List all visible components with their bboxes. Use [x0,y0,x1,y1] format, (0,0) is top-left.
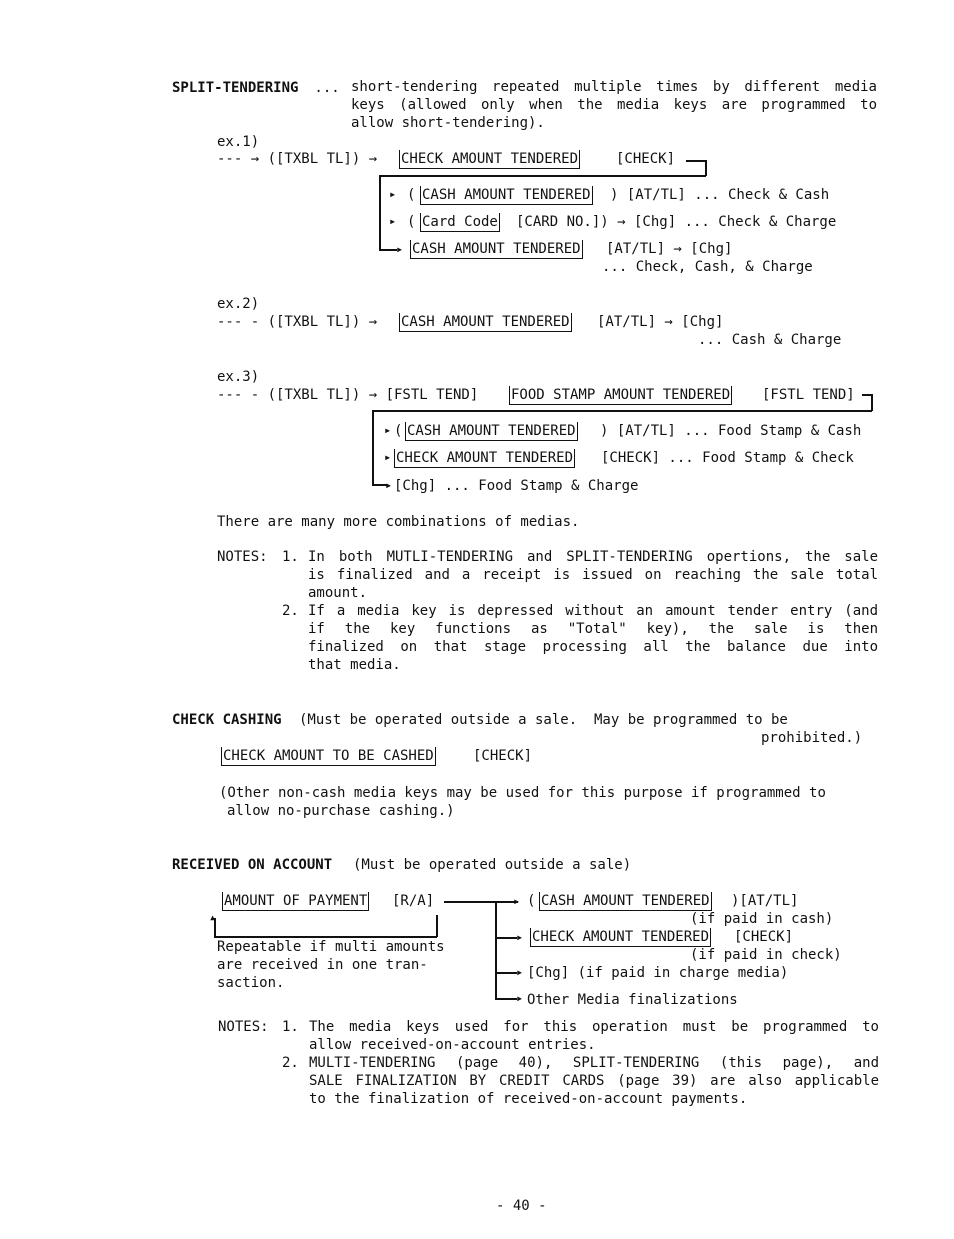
arrow-right-icon: ▸ [385,478,393,492]
ex3-branch-top [372,410,872,412]
roa-ra-key: [R/A] [392,893,435,909]
roa-branch-top [444,901,518,903]
ex1-b2-box: Card Code [422,214,498,230]
arrow-right-icon: ▸ [516,991,524,1005]
split-note2-num: 2. [282,603,299,619]
split-dots: ... [306,80,340,96]
ex3-b2-post: [CHECK] ... Food Stamp & Check [601,450,854,466]
ex3-label: ex.3) [217,369,260,385]
check-cashing-note1: (Other non-cash media keys may be used for this purpose if programmed to [219,785,826,801]
arrow-up-icon: ▴ [209,910,217,924]
roa-repeat-line3: saction. [217,975,285,991]
roa-b2-note: (if paid in check) [690,947,842,963]
roa-branch-spine [495,901,497,999]
split-def-line2: keys (allowed only when the media keys are programmed to [351,97,877,113]
split-def-line1: short-tendering repeated multiple times by different media [351,79,877,95]
split-notes-label: NOTES: [217,549,268,565]
roa-b1-note: (if paid in cash) [690,911,834,927]
check-cashing-desc2: prohibited.) [761,730,863,746]
split-note1-line1: In both MUTLI-TENDERING and SPLIT-TENDERING opertions, the sale [308,549,878,565]
roa-b4: Other Media finalizations [527,992,738,1008]
roa-loop-right [436,915,438,937]
split-tendering-term: SPLIT-TENDERING [172,80,299,96]
ex3-branch-spine [372,410,374,485]
ex1-branch-bottom [379,249,397,251]
roa-branch-3 [495,972,517,974]
ex1-label: ex.1) [217,134,260,150]
check-cashing-term: CHECK CASHING [172,712,282,728]
check-cashing-box: CHECK AMOUNT TO BE CASHED [223,748,434,764]
ex1-b2-open: ( [407,214,416,230]
roa-note1-num: 1. [282,1019,299,1035]
arrow-right-icon: ▸ [384,450,392,464]
split-note2-line2: if the key functions as "Total" key), the sale is then [308,621,878,637]
page-number: - 40 - [496,1198,547,1214]
roa-b2-box: CHECK AMOUNT TENDERED [532,929,710,945]
ex1-branch-spine [379,175,381,250]
roa-note1-line2: allow received-on-account entries. [309,1037,596,1053]
arrow-right-icon: ▸ [396,242,404,256]
ex1-check-key: [CHECK] [616,151,676,167]
arrow-right-icon: ▸ [389,214,397,228]
roa-payment-box: AMOUNT OF PAYMENT [224,893,368,909]
split-note1-line2: is finalized and a receipt is issued on reaching the sale total [308,567,878,583]
ex1-b1-box: CASH AMOUNT TENDERED [422,187,591,203]
arrow-right-icon: ▸ [513,894,521,908]
ex1-box-check-amount: CHECK AMOUNT TENDERED [401,151,579,167]
ex1-connector-v [705,160,707,176]
ex3-b1-box: CASH AMOUNT TENDERED [407,423,576,439]
ex2-box: CASH AMOUNT TENDERED [401,314,570,330]
ex3-b2-box: CHECK AMOUNT TENDERED [396,450,574,466]
roa-b1-open: ( [527,893,536,909]
roa-repeat-line2: are received in one tran- [217,957,428,973]
ex1-branch-top [379,175,706,177]
ex1-b1-open: ( [407,187,416,203]
roa-b1-box: CASH AMOUNT TENDERED [541,893,710,909]
split-def-line3: allow short-tendering). [351,115,545,131]
roa-b1-post: )[AT/TL] [731,893,799,909]
ex3-b1-post: ) [AT/TL] ... Food Stamp & Cash [600,423,862,439]
roa-term: RECEIVED ON ACCOUNT [172,857,333,873]
roa-note2-line3: to the finalization of received-on-account payments. [309,1091,748,1107]
roa-b3: [Chg] (if paid in charge media) [527,965,789,981]
roa-branch-4 [495,998,517,1000]
ex2-prefix: --- - ([TXBL TL]) → [217,314,378,330]
ex1-b3-box: CASH AMOUNT TENDERED [412,241,581,257]
arrow-right-icon: ▸ [389,187,397,201]
split-note2-line3: finalized on that stage processing all the balance due into [308,639,878,655]
split-note2-line1: If a media key is depressed without an amount tender entry (and [308,603,878,619]
split-note1-line3: amount. [308,585,368,601]
split-note1-num: 1. [282,549,299,565]
more-combinations: There are many more combinations of medias. [217,514,580,530]
ex2-label: ex.2) [217,296,260,312]
split-note2-line4: that media. [308,657,401,673]
ex2-post: [AT/TL] → [Chg] [597,314,724,330]
ex3-box: FOOD STAMP AMOUNT TENDERED [511,387,731,403]
ex1-b3-note: ... Check, Cash, & Charge [602,259,813,275]
ex1-b1-post: ) [AT/TL] ... Check & Cash [610,187,830,203]
roa-desc: (Must be operated outside a sale) [353,857,632,873]
arrow-right-icon: ▸ [384,423,392,437]
roa-note2-num: 2. [282,1055,299,1071]
ex3-connector-v [871,394,873,411]
roa-note2-line2: SALE FINALIZATION BY CREDIT CARDS (page 39) are also applicable [309,1073,879,1089]
roa-repeat-line1: Repeatable if multi amounts [217,939,445,955]
check-cashing-note2: allow no-purchase cashing.) [227,803,455,819]
ex2-note: ... Cash & Charge [698,332,842,348]
arrow-right-icon: ▸ [516,965,524,979]
roa-note1-line1: The media keys used for this operation must be programmed to [309,1019,879,1035]
ex3-post: [FSTL TEND] [762,387,855,403]
roa-branch-2 [495,937,517,939]
roa-note2-line1: MULTI-TENDERING (page 40), SPLIT-TENDERING (this page), and [309,1055,879,1071]
ex3-b1-open: ( [394,423,403,439]
ex3-b3-post: [Chg] ... Food Stamp & Charge [394,478,639,494]
arrow-right-icon: ▸ [516,930,524,944]
ex3-prefix: --- - ([TXBL TL]) → [FSTL TEND] [217,387,479,403]
ex1-prefix: --- → ([TXBL TL]) → [217,151,378,167]
roa-notes-label: NOTES: [218,1019,269,1035]
check-cashing-key: [CHECK] [473,748,533,764]
ex1-b2-post: [CARD NO.]) → [Chg] ... Check & Charge [516,214,837,230]
roa-b2-post: [CHECK] [734,929,794,945]
ex1-b3-post: [AT/TL] → [Chg] [606,241,733,257]
check-cashing-desc: (Must be operated outside a sale. May be programmed to be [299,712,788,728]
ex1-connector-h [686,160,706,162]
